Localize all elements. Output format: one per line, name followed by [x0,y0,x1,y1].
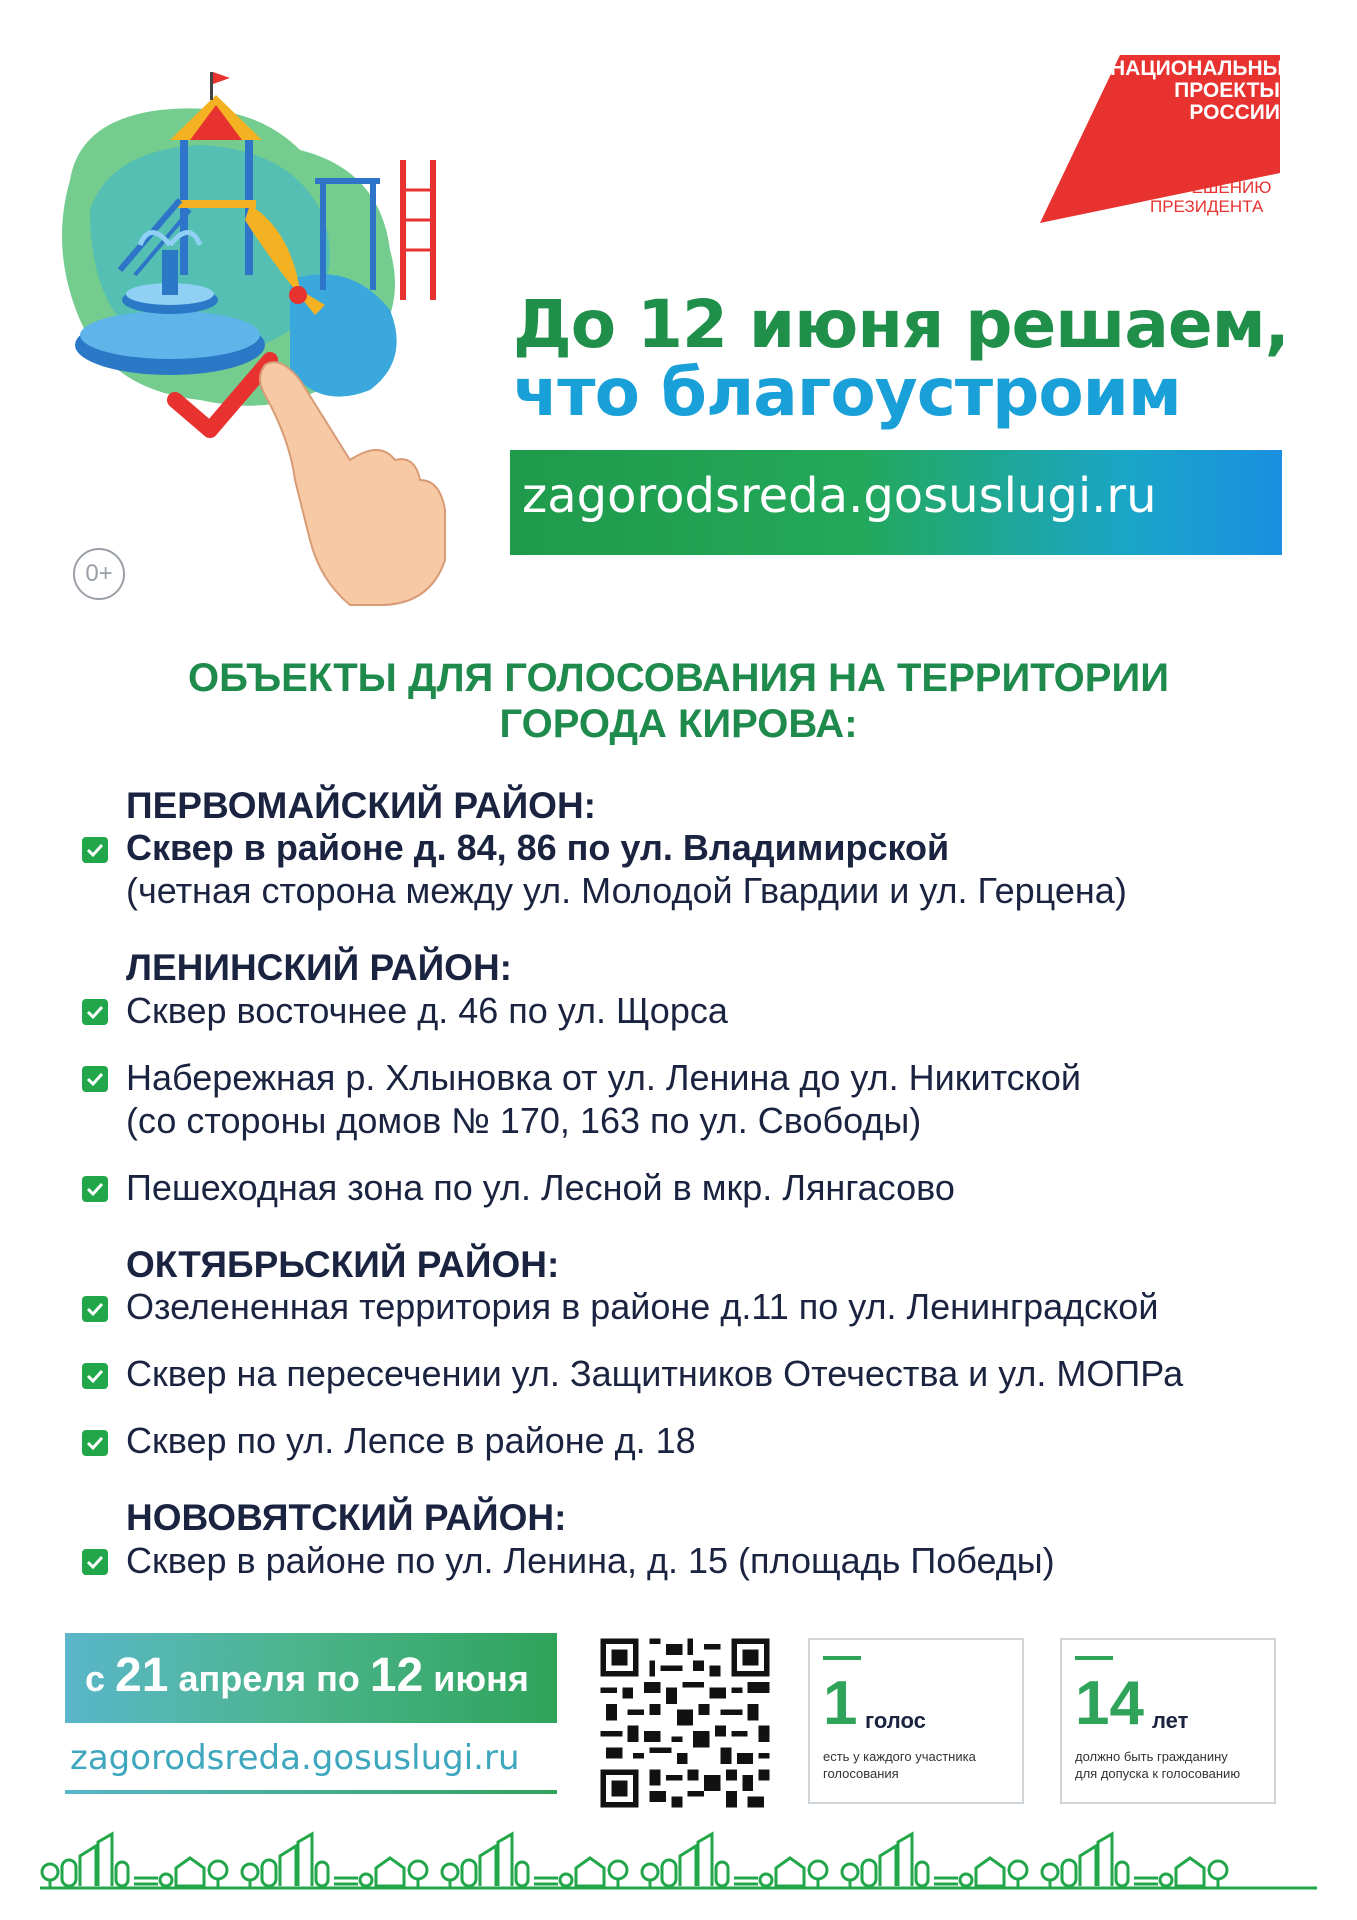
voting-dates-text [85,1648,529,1703]
district-pervomaisky-title: ПЕРВОМАЙСКИЙ РАЙОН: [126,785,596,826]
list-item: Сквер в районе по ул. Ленина, д. 15 (площадь Победы) [126,1540,1055,1581]
checkbox-icon [82,1066,108,1092]
district-oktyabrsky-title: ОКТЯБРЬСКИЙ РАЙОН: [126,1244,560,1285]
headline-line-1: До 12 июня решаем, [513,286,1289,363]
list-item: Пешеходная зона по ул. Лесной в мкр. Лянгасово [126,1167,955,1208]
date-from-day: 21 [115,1649,169,1702]
votes-unit: голос [865,1708,926,1733]
list-item: Сквер на пересечении ул. Защитников Отечества и ул. МОПРа [126,1353,1184,1394]
votes-number: 1 [823,1669,858,1738]
qr-code-icon[interactable] [595,1633,775,1813]
list-item: Набережная р. Хлыновка от ул. Ленина до ул. Никитской [126,1057,1081,1098]
bottom-url-link[interactable]: zagorodsreda.gosuslugi.ru [70,1738,520,1778]
info-box-votes [808,1638,1024,1804]
logo-title: НАЦИОНАЛЬНЫЕ ПРОЕКТЫ РОССИИ [1110,57,1298,124]
checkbox-icon [82,837,108,863]
district-leninsky-title: ЛЕНИНСКИЙ РАЙОН: [126,947,513,988]
votes-description: есть у каждого участника голосования [823,1749,976,1781]
info-box-age [1060,1638,1276,1804]
dates-prefix: с [85,1658,106,1699]
url-underline [65,1790,557,1794]
date-to-month: июня [433,1658,529,1699]
checkbox-icon [82,999,108,1025]
list-item: Озелененная территория в районе д.11 по ул. Ленинградской [126,1286,1159,1327]
playground-illustration [50,60,470,620]
date-from-month: апреля по [178,1658,360,1699]
logo-subtitle: ПО РЕШЕНИЮ ПРЕЗИДЕНТА [1150,178,1272,216]
accent-dash [1075,1656,1113,1660]
list-item: Сквер в районе д. 84, 86 по ул. Владимирской [126,827,950,868]
district-novovyatsky-title: НОВОВЯТСКИЙ РАЙОН: [126,1497,567,1538]
url-banner-link[interactable]: zagorodsreda.gosuslugi.ru [522,468,1157,524]
checkbox-icon [82,1296,108,1322]
list-item: Сквер восточнее д. 46 по ул. Щорса [126,990,728,1031]
checkbox-icon [82,1430,108,1456]
list-item-detail: (четная сторона между ул. Молодой Гвардии и ул. Герцена) [126,870,1127,911]
checkbox-icon [82,1176,108,1202]
age-rating-badge: 0+ [73,548,125,600]
city-skyline-decoration [40,1830,1317,1890]
age-description: должно быть гражданину для допуска к голосованию [1075,1749,1241,1781]
age-unit: лет [1152,1708,1189,1733]
list-item: Сквер по ул. Лепсе в районе д. 18 [126,1420,696,1461]
age-number: 14 [1075,1669,1144,1738]
date-to-day: 12 [369,1649,424,1702]
checkbox-icon [82,1363,108,1389]
checkbox-icon [82,1549,108,1575]
section-title: ОБЪЕКТЫ ДЛЯ ГОЛОСОВАНИЯ НА ТЕРРИТОРИИ ГОРОДА КИРОВА: [188,656,1169,746]
headline-line-2: что благоустроим [513,354,1181,431]
list-item-detail: (со стороны домов № 170, 163 по ул. Свободы) [126,1100,922,1141]
accent-dash [823,1656,861,1660]
